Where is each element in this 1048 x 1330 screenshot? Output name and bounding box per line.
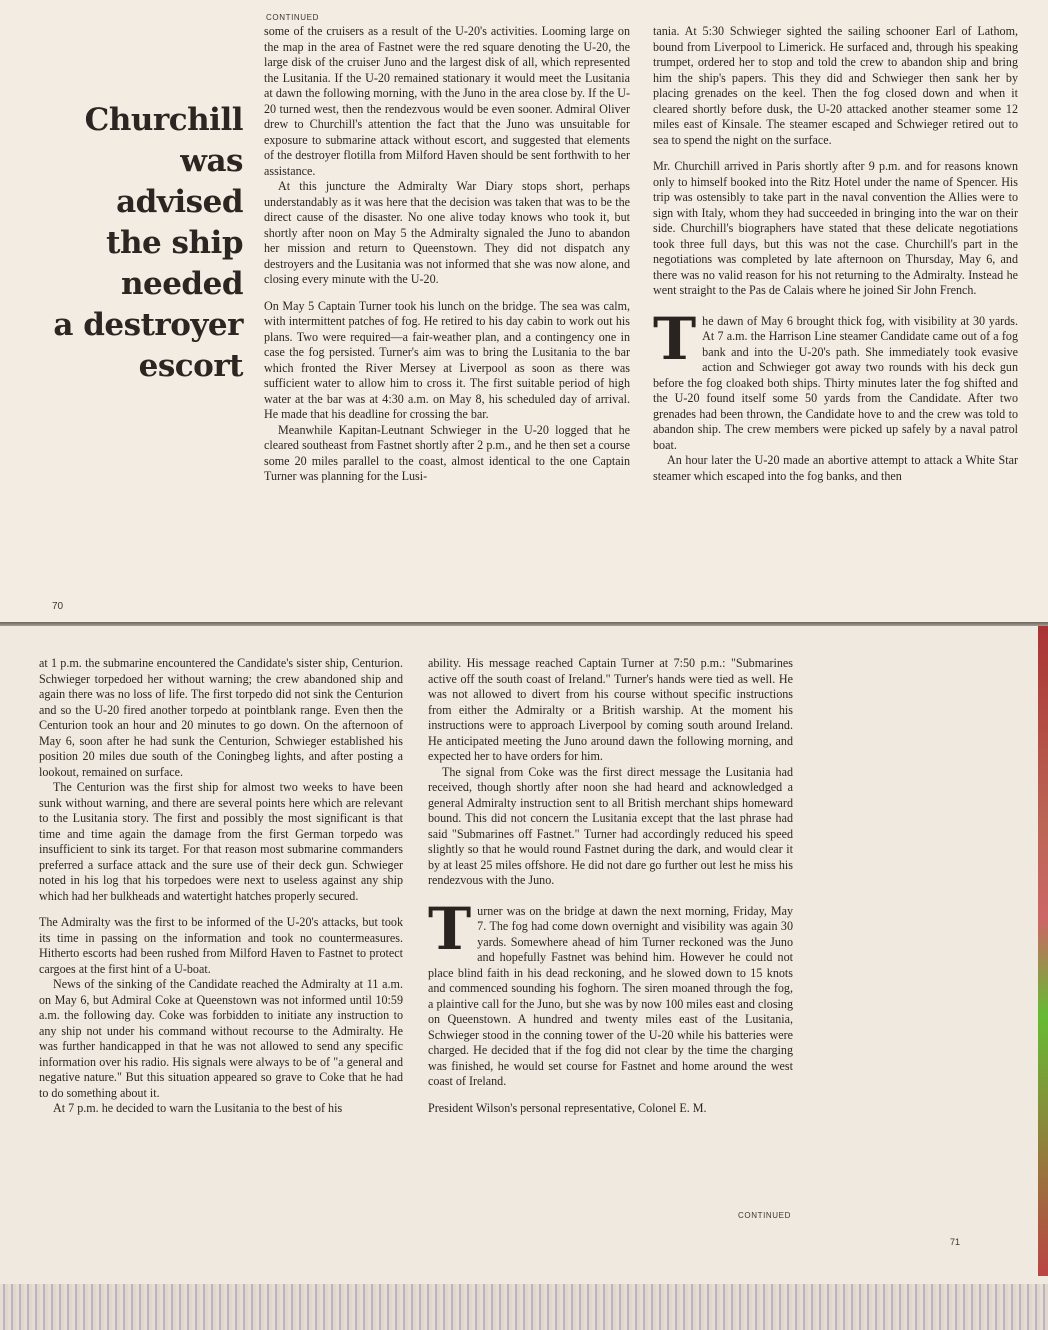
drop-cap: T (653, 304, 697, 373)
paragraph: An hour later the U-20 made an abortive attempt to attack a White Star steamer which escaped into the fog banks, and then (653, 453, 1018, 483)
paragraph: At this juncture the Admiralty War Diary stops short, perhaps understandably as it was here that the decision was taken that was to be the direct cause of the disaster. No one alive today knows who took it, but shortly after noon on May 5 the Admiralty signaled the Juno to abandon her mission and return to Queenstown. They did not dispatch any destroyers and the Lusitania was not informed that she was now alone, and closing every minute with the U-20. (264, 179, 630, 286)
paragraph: Meanwhile Kapitan-Leutnant Schwieger in the U-20 logged that he cleared southeast from Fastnet shortly after 2 p.m., and he then set a course some 20 miles parallel to the coast, almost identical to the one Captain Turner was planning for the Lusi- (264, 422, 630, 483)
page70-column-1 (264, 24, 630, 485)
continued-label-bottom: CONTINUED (738, 1211, 791, 1220)
pull-headline (40, 100, 243, 387)
paragraph: News of the sinking of the Candidate reached the Admiralty at 11 a.m. on May 6, but Admiral Coke at Queenstown was not informed until 10:59 a.m. the following day. Coke was forbidden to initiate any instruction to any ship not under his command without recourse to the Admiralty. He was further handicapped in that he was not allowed to send any specific information over his radio. His signals were always to be of "a general and negative nature." But this situation appeared so grave to Coke that he had to do something about it. (39, 977, 403, 1100)
paragraph: The signal from Coke was the first direct message the Lusitania had received, though shortly after noon she had heard and acknowledged a general Admiralty instruction sent to all British merchant ships homeward bound. This did not concern the Lusitania except that the last phrase had said "Submarines off Fastnet." Turner had accordingly reduced his speed slightly so that he would round Fastnet during the dark, and would clear it by at least 25 miles offshore. He did not dare go further out lest he miss his rendezvous with the Juno. (428, 764, 793, 887)
drop-cap: T (428, 894, 472, 963)
paragraph-text: urner was on the bridge at dawn the next morning, Friday, May 7. The fog had come down overnight and visibility was again 30 yards. Somewhere ahead of him Turner reckoned was the Juno and hopefully Fastnet was behind him. However he could not place blind faith in his dead reckoning, and he slowed down to 15 knots and commenced sounding his foghorn. The siren moaned through the fog, a plaintive call for the Juno, but she was by now 100 miles east and closing on Queenstown. A hundred and twenty miles east of the Lusitania, Schwieger stood in the conning tower of the U-20 while his batteries were charged. He decided that if the fog did not clear by the time the charging was finished, he would set course for Fastnet and home around the west coast of Ireland. (428, 903, 793, 1088)
headline-line: escort (138, 348, 243, 384)
headline-line: advised (116, 184, 243, 220)
dropcap-paragraph (428, 894, 793, 1090)
paragraph: President Wilson's personal representative, Colonel E. M. (428, 1100, 707, 1115)
page70-column-2 (653, 24, 1018, 484)
paragraph: tania. At 5:30 Schwieger sighted the sailing schooner Earl of Lathom, bound from Liverpool to Limerick. He surfaced and, through his speaking trumpet, ordered her to stop and told the crew to abandon ship and bring him the ship's papers. This they did and Schwieger then sank her by placing grenades on the keel. Then the fog closed down and when it cleared shortly before dusk, the U-20 attacked another steamer some 12 miles east of Kinsale. The steamer escaped and Schwieger retired out to sea to spend the night on the surface. (653, 24, 1018, 147)
magazine-spine-edge (1038, 626, 1048, 1276)
paragraph-text: he dawn of May 6 brought thick fog, with visibility at 30 yards. At 7 a.m. the Harrison Line steamer Candidate came out of a fog bank and into the U-20's path. She immediately took evasive action and Schwieger got away two rounds with his deck gun before the fog cloaked both ships. Thirty minutes later the fog shifted and the U-20 found itself some 50 yards from the Candidate. After two grenades had been thrown, the Candidate hove to and the crew was told to abandon ship. The crew members were picked up safely by a naval patrol boat. (653, 313, 1018, 452)
continued-label-top: CONTINUED (266, 13, 319, 22)
page-70 (0, 0, 1048, 622)
page-edge-strip (0, 1284, 1048, 1330)
headline-line: Churchill (84, 102, 243, 138)
paragraph: Mr. Churchill arrived in Paris shortly after 9 p.m. and for reasons known only to himself booked into the Ritz Hotel under the name of Spencer. His trip was ostensibly to take part in the naval convention the Allies were to sign with Italy, whom they had succeeded in bringing into the war on their side. Churchill's biographers have stated that these delicate negotiations took three full days, but this was not the case. Churchill's part in the negotiations was completed by late afternoon on Thursday, May 6, and there was no valid reason for his not returning to the Admiralty. Instead he went straight to the Pas de Calais where he joined Sir John French. (653, 159, 1018, 297)
headline-line: the ship (106, 225, 243, 261)
paragraph: The Admiralty was the first to be informed of the U-20's attacks, but took its time in passing on the information and took no countermeasures. Hitherto escorts had been rushed from Milford Haven to Fastnet to protect cargoes at the first hint of a U-boat. (39, 915, 403, 976)
dropcap-paragraph (653, 304, 1018, 454)
headline-line: a destroyer (53, 307, 243, 343)
page71-column-2 (428, 656, 793, 1116)
paragraph: The Centurion was the first ship for almost two weeks to have been sunk without warning, and there are several points here which are relevant to the Lusitania story. The first and possibly the most significant is that time and time again the damage from the first German torpedo was insufficient to sink its target. For that reason most submarine commanders preferred a surface attack and the sure use of their deck gun. Schwieger noted in his log that his torpedoes were next to useless against any ship which had her bulkheads and watertight hatches properly secured. (39, 780, 403, 903)
page-number: 71 (950, 1237, 961, 1247)
page-number: 70 (52, 601, 64, 612)
paragraph: ability. His message reached Captain Turner at 7:50 p.m.: "Submarines active off the south coast of Ireland." Turner's hands were tied as well. He was not allowed to divert from his course without specific instructions from either the Admiralty or a British warship. At the moment his instructions were to approach Liverpool by coming south around Ireland. He anticipated meeting the Juno around dawn the following morning, and expected her to have orders for him. (428, 656, 793, 763)
page71-column-1 (39, 656, 403, 1117)
headline-line: was (180, 143, 243, 179)
page-71 (0, 626, 1048, 1284)
headline-line: needed (120, 266, 243, 302)
paragraph: On May 5 Captain Turner took his lunch on the bridge. The sea was calm, with intermittent patches of fog. He retired to his day cabin to work out his plans. Two were required—a fair-weather plan, and a contingency one in case the fog persisted. Turner's aim was to bring the Lusitania to the bar which fronted the River Mersey at Liverpool as soon as there was sufficient water to allow him to cross it. The first suitable period of high water at the bar was at 4:30 a.m. on May 8, his scheduled day of arrival. He made that his deadline for crossing the bar. (264, 298, 630, 421)
paragraph: At 7 p.m. he decided to warn the Lusitania to the best of his (53, 1101, 343, 1115)
paragraph: at 1 p.m. the submarine encountered the Candidate's sister ship, Centurion. Schwieger torpedoed her without warning; the crew abandoned ship and again there was no loss of life. The first torpedo did not sink the Centurion and so the U-20 fired another torpedo at pointblank range. Even then the Centurion took an hour and 20 minutes to go down. On the afternoon of May 6, soon after he had sunk the Centurion, Schwieger established his position 20 miles due south of the Coningbeg lights, and after posting a lookout, remained on surface. (39, 656, 403, 779)
paragraph: some of the cruisers as a result of the U-20's activities. Looming large on the map in the area of Fastnet were the red square denoting the U-20, the large disk of the cruiser Juno and the largest disk of all, which represented the Lusitania. If the U-20 remained stationary it would meet the Lusitania at dawn the following morning, with the Juno in the area close by. If the U-20 turned west, then the rendezvous would be even sooner. Admiral Oliver drew to Churchill's attention the fact that the Juno was unsuitable for exposure to submarine attack without escort, and suggested that elements of the destroyer flotilla from Milford Haven should be sent forthwith to her assistance. (264, 24, 630, 178)
